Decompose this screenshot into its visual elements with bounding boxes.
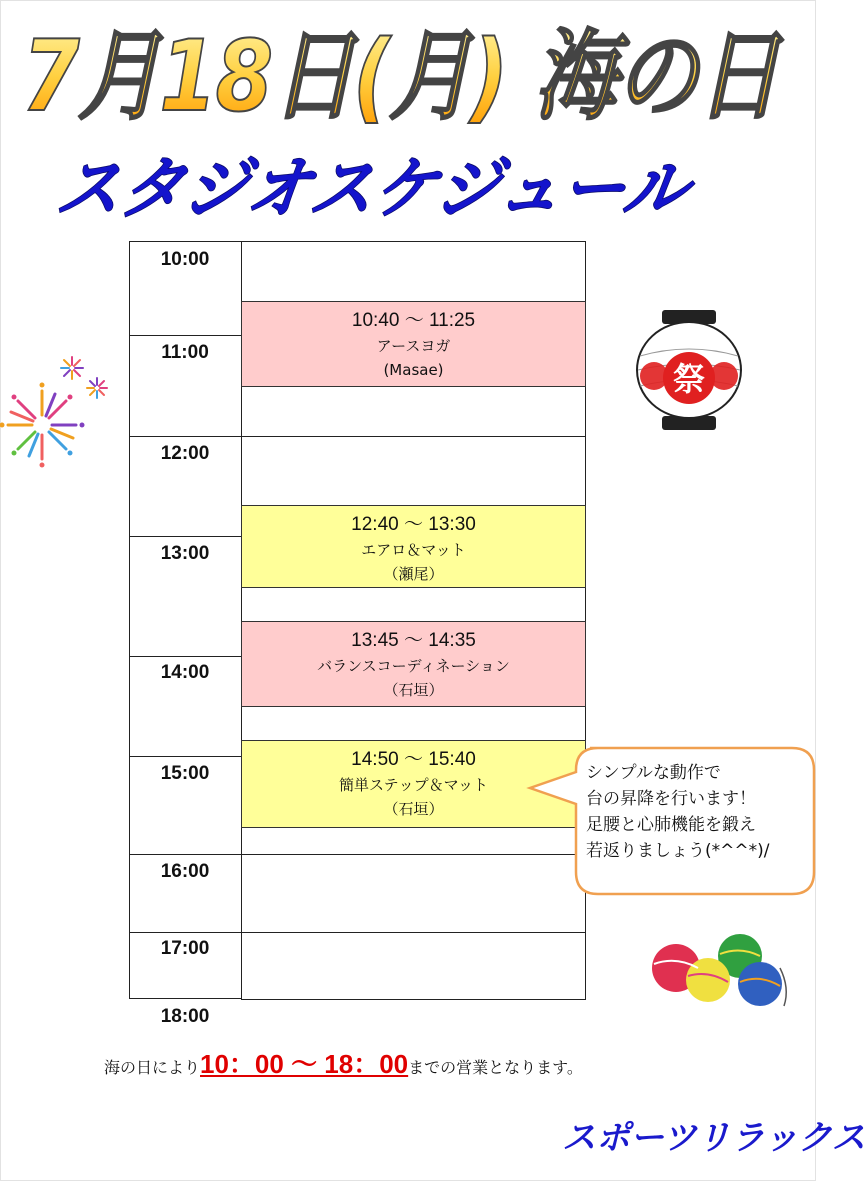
time-label: 14:00 — [160, 662, 210, 683]
event-divider — [242, 436, 585, 437]
callout-text — [586, 760, 806, 864]
time-label: 12:00 — [160, 443, 210, 464]
class-instructor: （石垣） — [383, 681, 444, 699]
class-instructor: (Masae) — [383, 361, 444, 379]
schedule-table — [129, 241, 586, 1000]
time-divider — [130, 436, 242, 437]
notice-hours: 10：00 ～ 18：00 — [200, 1049, 409, 1079]
page-title-text: 7月18日(月) 海の日 — [22, 20, 784, 134]
class-name: 簡単ステップ＆マット — [338, 776, 489, 794]
hours-notice — [104, 1044, 583, 1081]
notice-prefix: 海の日により — [104, 1058, 201, 1077]
brand-logo: スポーツリラックス — [562, 1118, 866, 1158]
time-divider — [130, 536, 242, 537]
water-balloon-icon — [640, 928, 790, 1012]
lantern-icon — [632, 306, 747, 432]
class-block-earth-yoga — [241, 301, 586, 387]
fireworks-icon — [0, 350, 115, 470]
callout-line: シンプルな動作で — [586, 763, 721, 783]
callout-line: 台の昇降を行います！ — [586, 789, 756, 809]
time-label: 10:00 — [160, 249, 210, 270]
time-label: 16:00 — [160, 861, 210, 882]
event-divider — [242, 932, 585, 933]
class-time: 10:40 ～ 11:25 — [351, 310, 476, 331]
page-subtitle-text: スタジオスケジュール — [51, 150, 739, 229]
class-name: アースヨガ — [376, 337, 451, 355]
notice-suffix: までの営業となります。 — [408, 1058, 583, 1077]
time-divider — [130, 656, 242, 657]
class-time: 13:45 ～ 14:35 — [351, 630, 476, 651]
class-block-balance — [241, 621, 586, 707]
time-divider — [130, 756, 242, 757]
callout-line: 若返りましょう(*^^*)/ — [586, 841, 770, 861]
time-label-end: 18:00 — [160, 1006, 210, 1027]
svg-text:祭: 祭 — [672, 360, 706, 398]
time-label: 11:00 — [161, 342, 209, 363]
class-time: 12:40 ～ 13:30 — [351, 514, 476, 535]
time-divider — [130, 854, 242, 855]
class-instructor: （瀬尾） — [383, 565, 444, 583]
page-subtitle — [51, 142, 760, 232]
class-instructor: （石垣） — [383, 800, 444, 818]
time-divider — [130, 932, 242, 933]
class-block-aero-mat — [241, 505, 586, 588]
page-title — [20, 2, 800, 132]
time-label: 13:00 — [160, 543, 210, 564]
class-time: 14:50 ～ 15:40 — [351, 749, 476, 770]
time-label: 15:00 — [160, 763, 210, 784]
class-name: エアロ＆マット — [361, 541, 466, 559]
class-name: バランスコーディネーション — [317, 657, 510, 675]
time-divider — [130, 335, 242, 336]
time-label: 17:00 — [160, 938, 210, 959]
callout-line: 足腰と心肺機能を鍛え — [586, 815, 756, 835]
